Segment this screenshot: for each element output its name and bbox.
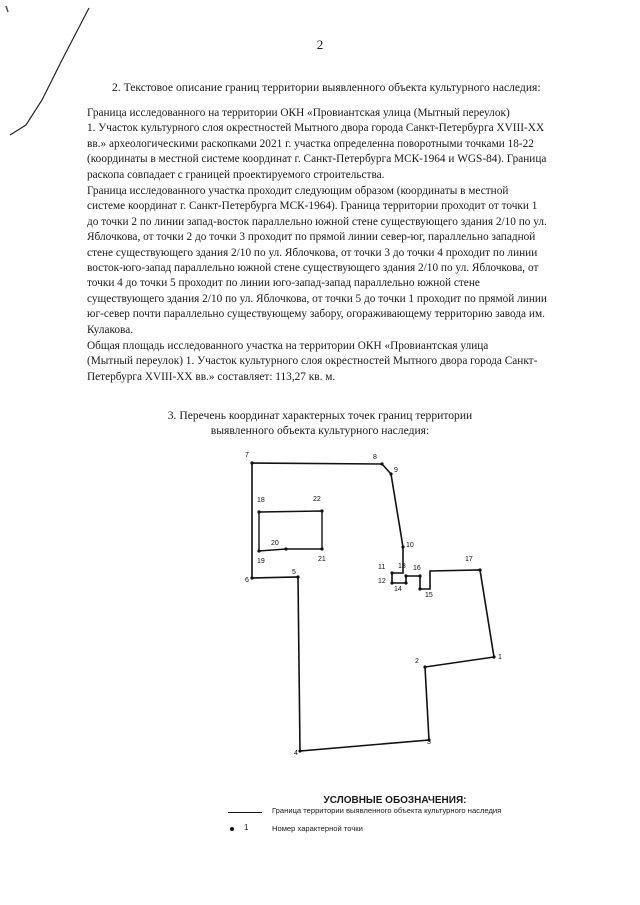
paragraph-1	[87, 106, 607, 183]
plan-point-marker-15	[418, 587, 421, 590]
plan-point-label-15: 15	[425, 592, 433, 599]
plan-point-label-22: 22	[313, 496, 321, 503]
plan-point-label-20: 20	[271, 540, 279, 547]
page-number: 2	[316, 37, 324, 52]
plan-point-marker-18	[257, 510, 260, 513]
plan-point-label-1: 1	[498, 654, 502, 661]
plan-point-marker-9	[389, 472, 392, 475]
plan-point-label-12: 12	[378, 578, 386, 585]
inner-boundary	[259, 511, 322, 551]
plan-point-label-9: 9	[394, 467, 398, 474]
plan-point-marker-12	[390, 581, 393, 584]
text-line: точки 4 до точки 5 проходит по линии юго-запад-запад параллельно южной стене	[87, 277, 480, 290]
plan-point-label-3: 3	[427, 739, 431, 746]
plan-point-label-10: 10	[406, 542, 414, 549]
plan-point-label-2: 2	[415, 658, 419, 665]
plan-point-marker-6	[250, 576, 253, 579]
plan-point-marker-16	[418, 574, 421, 577]
legend-point-label: Номер характерной точки	[272, 824, 363, 833]
text-line: до точки 2 по линии запад-восток параллельно южной стене существующего здания 2/10 по ул.	[87, 215, 547, 228]
text-line: (координаты в местной системе координат г. Санкт-Петербурга МСК-1964 и WGS-84). Граница	[87, 153, 547, 166]
text-line: вв.» археологическими раскопками 2021 г. участка определенна поворотными точками 18-22	[87, 137, 534, 150]
plan-point-marker-17	[478, 568, 481, 571]
plan-point-label-14: 14	[394, 586, 402, 593]
section-2-heading: 2. Текстовое описание границ территории выявленного объекта культурного наследия:	[112, 81, 541, 94]
section-3-title	[150, 408, 490, 438]
text-line: раскопа совпадает с границей проектируемого строительства.	[87, 168, 385, 181]
plan-point-label-19: 19	[257, 558, 265, 565]
text-line: Граница исследованного участка проходит следующим образом (координаты в местной	[87, 185, 509, 197]
plan-point-label-13: 13	[398, 563, 406, 570]
paragraph-3	[87, 339, 607, 385]
margin-pen-stroke	[10, 8, 89, 135]
outer-boundary	[252, 463, 494, 751]
plan-point-marker-13	[404, 574, 407, 577]
plan-point-label-8: 8	[373, 454, 377, 461]
plan-point-marker-14	[404, 581, 407, 584]
plan-point-label-5: 5	[292, 569, 296, 576]
plan-point-marker-5	[296, 575, 299, 578]
plan-point-label-6: 6	[245, 577, 249, 584]
text-line: (Мытный переулок) 1. Участок культурного слоя окрестностей Мытного двора города Санкт-	[87, 355, 538, 368]
text-line: 1. Участок культурного слоя окрестностей Мытного двора города Санкт-Петербурга XVIII-XX	[87, 122, 545, 135]
section-3-title-line: выявленного объекта культурного наследия:	[210, 424, 430, 437]
plan-point-label-17: 17	[465, 556, 473, 563]
legend-point-number: 1	[244, 823, 249, 832]
text-line: восток-юго-запад параллельно южной стене существующего здания 2/10 по ул. Яблочкова, от	[87, 262, 539, 275]
plan-point-marker-7	[250, 461, 253, 464]
legend-line-symbol	[228, 812, 262, 813]
text-line: системе координат г. Санкт-Петербурга МСК-1964). Граница территории проходит от точки 1	[87, 200, 538, 213]
plan-point-label-18: 18	[257, 497, 265, 504]
plan-point-label-11: 11	[378, 564, 386, 571]
legend-line-label: Граница территории выявленного объекта культурного наследия	[272, 806, 502, 815]
text-line: существующего здания 2/10 по ул. Яблочкова, от точки 5 до точки 1 проходит по прямой линии	[87, 292, 547, 305]
text-line: Яблочкова, от точки 2 до точки 3 проходит по прямой линии север-юг, параллельно западной	[87, 231, 536, 244]
legend-title: УСЛОВНЫЕ ОБОЗНАЧЕНИЯ:	[323, 795, 467, 806]
text-line: стене существующего здания 2/10 по ул. Яблочкова, от точки 3 до точки 4 проходит по линии	[87, 246, 538, 259]
plan-point-marker-10	[401, 545, 404, 548]
plan-point-label-16: 16	[413, 565, 421, 572]
plan-point-marker-20	[284, 547, 287, 550]
plan-point-marker-22	[320, 509, 323, 512]
text-line: Петербурга XVIII-XX вв.» составляет: 113,27 кв. м.	[87, 370, 336, 383]
plan-point-marker-2	[423, 665, 426, 668]
paragraph-2	[87, 184, 607, 338]
plan-point-marker-19	[257, 549, 260, 552]
plan-point-label-21: 21	[318, 556, 326, 563]
text-line: Граница исследованного на территории ОКН «Провиантская улица (Мытный переулок)	[87, 107, 510, 119]
plan-point-marker-21	[320, 547, 323, 550]
margin-mark	[6, 6, 8, 12]
legend-point-symbol	[230, 827, 234, 831]
plan-point-marker-11	[390, 571, 393, 574]
plan-point-marker-1	[492, 655, 495, 658]
section-3-title-line: 3. Перечень координат характерных точек границ территории	[167, 409, 473, 422]
text-line: Общая площадь исследованного участка на территории ОКН «Провиантская улица	[87, 340, 489, 352]
plan-point-label-4: 4	[294, 750, 298, 757]
plan-point-label-7: 7	[245, 452, 249, 459]
plan-point-marker-4	[298, 749, 301, 752]
plan-point-marker-8	[380, 462, 383, 465]
text-line: юг-север почти параллельно существующему забору, огораживающему территорию завода им.	[87, 308, 545, 321]
text-line: Кулакова.	[87, 323, 134, 336]
